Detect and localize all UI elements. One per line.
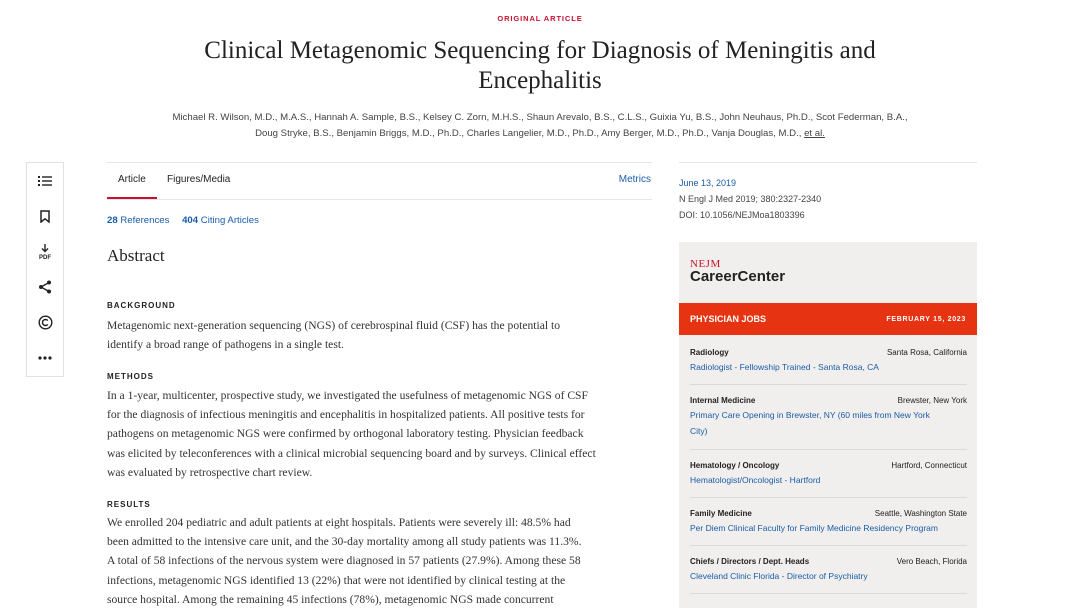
share-button[interactable] bbox=[27, 270, 63, 306]
doi: DOI: 10.1056/NEJMoa1803396 bbox=[679, 210, 805, 220]
background-line: identify a broad range of pathogens in a single test. bbox=[107, 338, 344, 352]
pdf-download-icon bbox=[37, 243, 53, 261]
background-text bbox=[107, 316, 655, 354]
methods-line: for the diagnosis of infectious meningitis and encephalitis in hospitalized patients. All positive tests for bbox=[107, 408, 585, 422]
title-line-2: Encephalitis bbox=[478, 67, 602, 94]
list-icon bbox=[38, 175, 52, 187]
background-heading: BACKGROUND bbox=[107, 301, 176, 310]
more-icon bbox=[38, 356, 52, 360]
job-title-line: Per Diem Clinical Faculty for Family Medicine Residency Program bbox=[690, 523, 938, 533]
job-listing[interactable] bbox=[690, 509, 967, 536]
job-specialty: Chiefs / Directors / Dept. Heads bbox=[690, 557, 810, 566]
authors-line-2 bbox=[100, 126, 980, 142]
job-specialty: Radiology bbox=[690, 348, 729, 357]
results-line: We enrolled 204 pediatric and adult patients at eight hospitals. Patients were severely ill: 48.5% had bbox=[107, 516, 571, 529]
results-heading: RESULTS bbox=[107, 500, 151, 509]
job-title-line: Radiologist - Fellowship Trained - Santa Rosa, CA bbox=[690, 362, 879, 372]
results-line: source hospital. Among the remaining 45 infections (78%), metagenomic NGS made concurrent bbox=[107, 592, 554, 606]
tab-metrics[interactable]: Metrics bbox=[618, 174, 651, 185]
results-line: been admitted to the intensive care unit, and the 30-day mortality among all study patients was 11.3%. bbox=[107, 535, 582, 549]
job-title-link[interactable] bbox=[690, 472, 967, 488]
job-location: Santa Rosa, California bbox=[886, 348, 967, 357]
results-line: infections, metagenomic NGS identified 13 (22%) that were not identified by clinical testing at the bbox=[107, 573, 566, 587]
authors-line-1: Michael R. Wilson, M.D., M.A.S., Hannah A. Sample, B.S., Kelsey C. Zorn, M.H.S., Shaun Arevalo, B.S., C.L.S., Guixia Yu, B.S., John Neuhaus, Ph.D., Scot Federman, B.A., bbox=[172, 112, 908, 123]
job-title-link[interactable] bbox=[690, 407, 967, 439]
references-link[interactable] bbox=[107, 215, 169, 226]
abstract-heading: Abstract bbox=[107, 246, 165, 265]
references-label: References bbox=[120, 215, 170, 226]
article-meta bbox=[679, 175, 821, 223]
pdf-button[interactable] bbox=[27, 234, 63, 270]
job-location: Vero Beach, Florida bbox=[896, 557, 967, 566]
background-line: Metagenomic next-generation sequencing (NGS) of cerebrospinal fluid (CSF) has the potential to bbox=[107, 319, 560, 332]
job-specialty: Internal Medicine bbox=[690, 396, 756, 405]
job-title-link[interactable] bbox=[690, 520, 967, 536]
title-line-1: Clinical Metagenomic Sequencing for Diagnosis of Meningitis and bbox=[204, 37, 876, 64]
toc-button[interactable] bbox=[27, 163, 63, 199]
article-tools-rail bbox=[26, 162, 64, 377]
author-list bbox=[100, 110, 980, 142]
job-listing[interactable] bbox=[690, 348, 967, 375]
et-al-link[interactable]: et al. bbox=[804, 128, 825, 139]
methods-text bbox=[107, 386, 655, 482]
reference-links bbox=[107, 215, 269, 226]
tab-article[interactable]: Article bbox=[118, 174, 146, 185]
citing-label: Citing Articles bbox=[200, 215, 259, 226]
job-divider bbox=[690, 593, 967, 594]
career-center-name: CareerCenter bbox=[690, 268, 786, 285]
more-button[interactable] bbox=[27, 341, 63, 377]
bookmark-button[interactable] bbox=[27, 199, 63, 235]
authors-line-2-text: Doug Stryke, B.S., Benjamin Briggs, M.D., Ph.D., Charles Langelier, M.D., Ph.D., Amy Berger, M.D., Ph.D., Vanja Douglas, M.D., bbox=[255, 128, 802, 139]
copyright-icon bbox=[38, 315, 53, 330]
tabs-top-divider bbox=[107, 162, 652, 163]
nejm-logo-text: NEJM bbox=[690, 258, 721, 270]
meta-divider bbox=[679, 162, 977, 163]
methods-line: pathogens on metagenomic NGS were confirmed by orthogonal laboratory testing. Physician feedback bbox=[107, 427, 584, 441]
pdf-label: PDF bbox=[39, 254, 51, 261]
job-divider bbox=[690, 384, 967, 385]
job-listing[interactable] bbox=[690, 396, 967, 439]
tabs-bottom-divider bbox=[107, 199, 652, 200]
citing-count: 404 bbox=[182, 215, 199, 226]
job-location: Seattle, Washington State bbox=[874, 509, 967, 518]
publication-date: June 13, 2019 bbox=[679, 178, 737, 188]
tab-figures-media[interactable]: Figures/Media bbox=[167, 174, 231, 185]
job-title-line: Primary Care Opening in Brewster, NY (60 miles from New York bbox=[690, 410, 930, 420]
methods-heading: METHODS bbox=[107, 372, 154, 381]
job-location: Hartford, Connecticut bbox=[891, 461, 967, 470]
share-icon bbox=[38, 280, 52, 294]
methods-line: was evaluated by retrospective chart review. bbox=[107, 465, 313, 479]
job-listing[interactable] bbox=[690, 461, 967, 488]
job-location: Brewster, New York bbox=[897, 396, 967, 405]
career-center-ad bbox=[679, 242, 977, 608]
references-count: 28 bbox=[107, 215, 118, 226]
physician-jobs-date: FEBRUARY 15, 2023 bbox=[886, 315, 966, 323]
results-line: A total of 58 infections of the nervous system were diagnosed in 57 patients (27.9%). Among these 58 bbox=[107, 554, 581, 568]
job-specialty: Family Medicine bbox=[690, 509, 752, 518]
permissions-button[interactable] bbox=[27, 305, 63, 341]
job-divider bbox=[690, 497, 967, 498]
physician-jobs-bar bbox=[679, 303, 977, 335]
bookmark-icon bbox=[40, 210, 50, 223]
job-title-line: Cleveland Clinic Florida - Director of Psychiatry bbox=[690, 571, 868, 581]
job-divider bbox=[690, 545, 967, 546]
citing-articles-link[interactable] bbox=[182, 215, 259, 226]
job-divider bbox=[690, 449, 967, 450]
physician-jobs-title: PHYSICIAN JOBS bbox=[690, 314, 767, 324]
job-title-link[interactable] bbox=[690, 568, 967, 584]
citation: N Engl J Med 2019; 380:2327-2340 bbox=[679, 194, 822, 204]
job-listing[interactable] bbox=[690, 557, 967, 584]
career-center-logo[interactable] bbox=[690, 258, 785, 285]
results-text bbox=[107, 513, 655, 608]
methods-line: was elicited by teleconferences with a clinical microbial sequencing board and by surveys. Clinical effect bbox=[107, 446, 596, 460]
job-specialty: Hematology / Oncology bbox=[690, 461, 780, 470]
methods-line: In a 1-year, multicenter, prospective study, we investigated the usefulness of metagenomic NGS of CSF bbox=[107, 389, 588, 402]
article-title bbox=[140, 36, 940, 96]
article-type-label: ORIGINAL ARTICLE bbox=[497, 14, 583, 23]
job-title-link[interactable] bbox=[690, 359, 967, 375]
job-title-line: City) bbox=[690, 426, 708, 436]
job-title-line: Hematologist/Oncologist - Hartford bbox=[690, 475, 821, 485]
